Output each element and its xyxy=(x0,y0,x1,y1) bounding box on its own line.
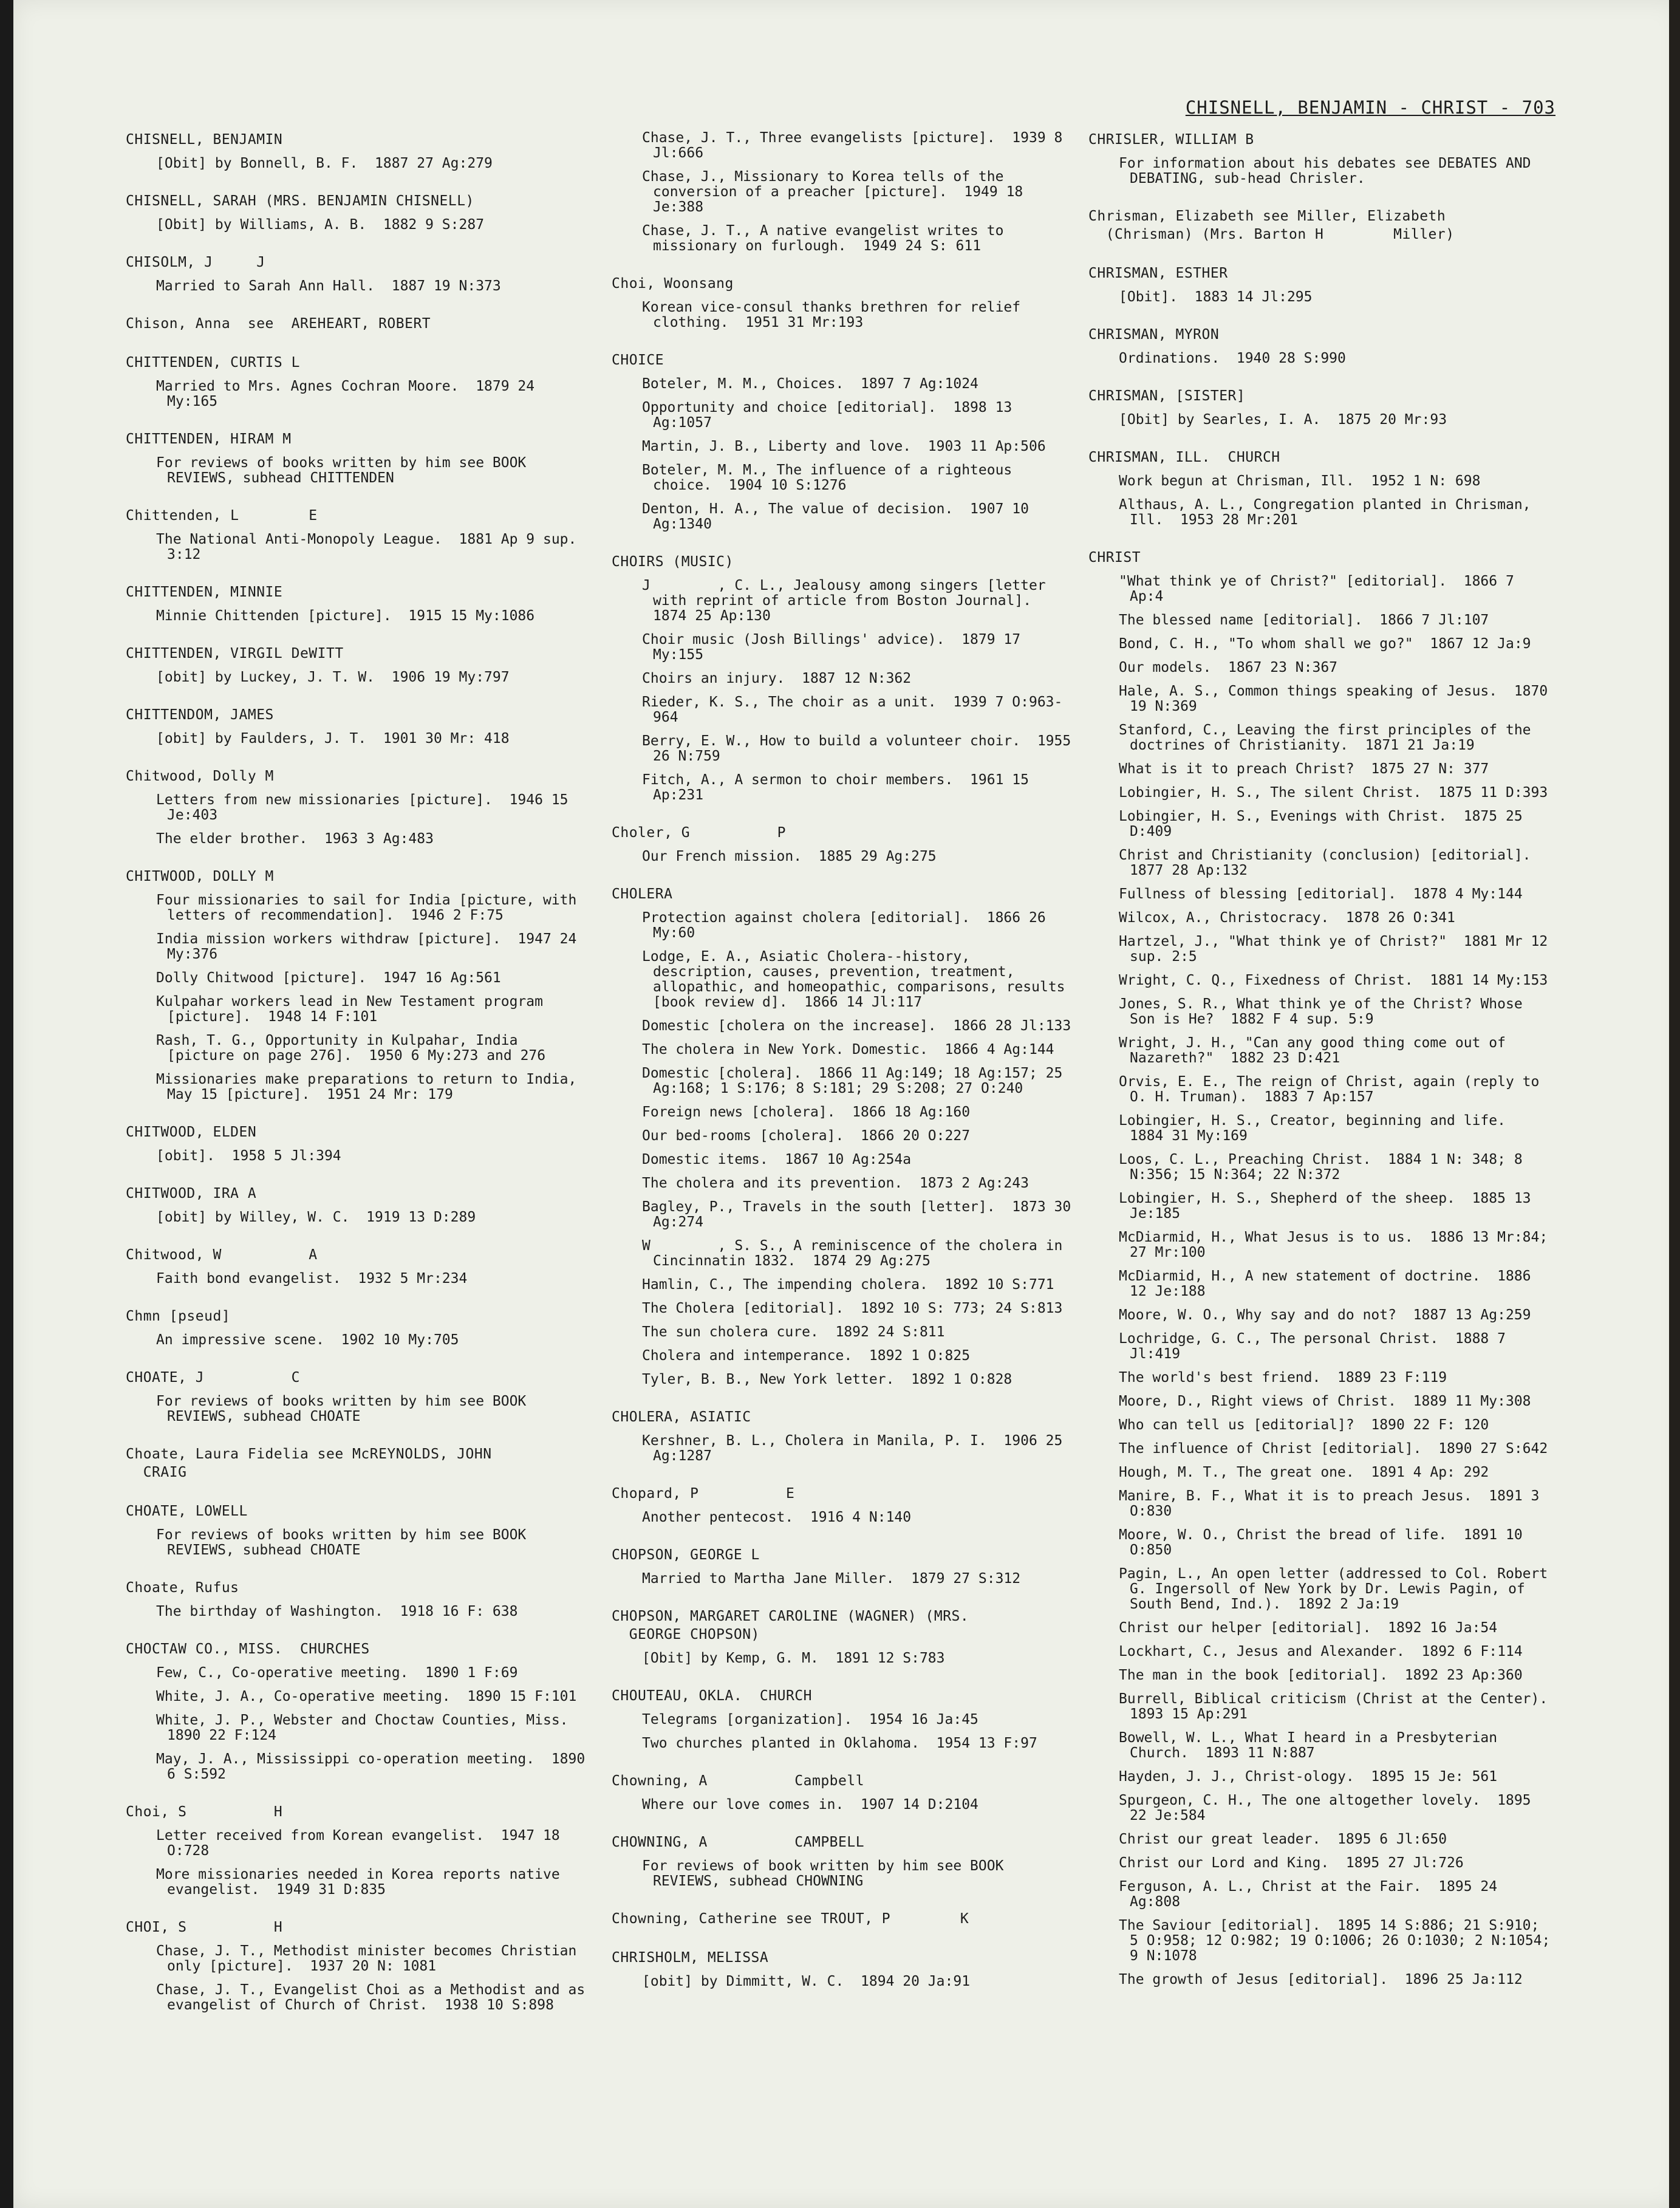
page-edge xyxy=(1669,0,1680,2208)
entry-heading: CHOPSON, MARGARET CAROLINE (WAGNER) (MRS. GEORGE CHOPSON) xyxy=(612,1608,969,1642)
index-entry xyxy=(126,192,587,233)
index-entry xyxy=(612,1772,1079,1813)
citation: [Obit] by Searles, I. A. 1875 20 Mr:93 xyxy=(1119,412,1447,428)
index-entry xyxy=(126,1369,587,1424)
index-entry xyxy=(126,867,587,1102)
citation: Lockhart, C., Jesus and Alexander. 1892 6 F:114 xyxy=(1119,1644,1523,1659)
citation: Who can tell us [editorial]? 1890 22 F: 120 xyxy=(1119,1417,1489,1433)
citation: Opportunity and choice [editorial]. 1898 13 Ag:1057 xyxy=(642,400,1021,431)
entry-heading: Chowning, A Campbell xyxy=(612,1773,865,1789)
entry-heading: CHRISMAN, ESTHER xyxy=(1088,265,1228,281)
index-entry xyxy=(1088,131,1556,186)
citation: More missionaries needed in Korea reports native evangelist. 1949 31 D:835 xyxy=(156,1867,569,1898)
citation: Pagin, L., An open letter (addressed to Col. Robert G. Ingersoll of New York by Dr. Lewis Pagin, of South Bend, Ind.). 1892 2 Ja:19 xyxy=(1119,1566,1557,1612)
citation: "What think ye of Christ?" [editorial]. 1866 7 Ap:4 xyxy=(1119,573,1523,604)
citation: Lobingier, H. S., Shepherd of the sheep. 1885 13 Je:185 xyxy=(1119,1191,1540,1222)
entry-heading: CHITTENDEN, HIRAM M xyxy=(126,431,292,447)
entry-heading: CHRISLER, WILLIAM B xyxy=(1088,132,1254,148)
index-entry xyxy=(612,1833,1079,1889)
citation: Chase, J., Missionary to Korea tells of the conversion of a preacher [picture]. 1949 18 Je:388 xyxy=(642,169,1032,215)
citation: Orvis, E. E., The reign of Christ, again (reply to O. H. Truman). 1883 7 Ap:157 xyxy=(1119,1074,1548,1105)
citation: Moore, W. O., Christ the bread of life. 1891 10 O:850 xyxy=(1119,1527,1531,1558)
entry-heading: CHITTENDEN, MINNIE xyxy=(126,584,283,600)
citation: Loos, C. L., Preaching Christ. 1884 1 N: 348; 8 N:356; 15 N:364; 22 N:372 xyxy=(1119,1152,1531,1183)
citation: Tyler, B. B., New York letter. 1892 1 O:828 xyxy=(642,1372,1012,1387)
entry-heading: CHOWNING, A CAMPBELL xyxy=(612,1834,865,1850)
entry-heading: Chittenden, L E xyxy=(126,508,318,524)
citation: Manire, B. F., What it is to preach Jesus. 1891 3 O:830 xyxy=(1119,1488,1548,1519)
citation: Kulpahar workers lead in New Testament program [picture]. 1948 14 F:101 xyxy=(156,994,551,1025)
citation: Hayden, J. J., Christ-ology. 1895 15 Je: 561 xyxy=(1119,1769,1498,1785)
citation: Domestic [cholera on the increase]. 1866 28 Jl:133 xyxy=(642,1018,1071,1034)
index-entry xyxy=(612,1485,1079,1525)
citation: Chase, J. T., Methodist minister becomes Christian only [picture]. 1937 20 N: 1081 xyxy=(156,1943,586,1974)
citation: For reviews of book written by him see BOOK REVIEWS, subhead CHOWNING xyxy=(642,1858,1012,1889)
citation: Denton, H. A., The value of decision. 1907 10 Ag:1340 xyxy=(642,501,1037,532)
citation: [Obit] by Kemp, G. M. 1891 12 S:783 xyxy=(642,1650,945,1666)
index-entry xyxy=(126,767,587,847)
index-entry xyxy=(126,1184,587,1225)
citation: Lochridge, G. C., The personal Christ. 1888 7 Jl:419 xyxy=(1119,1331,1514,1362)
citation: Christ our helper [editorial]. 1892 16 Ja:54 xyxy=(1119,1620,1498,1636)
index-entry xyxy=(1088,326,1556,366)
entry-heading: Chrisman, Elizabeth see Miller, Elizabeth (Chrisman) (Mrs. Barton H Miller) xyxy=(1088,208,1455,242)
index-entry xyxy=(126,583,587,624)
citation: Martin, J. B., Liberty and love. 1903 11 Ap:506 xyxy=(642,439,1046,454)
citation: [Obit] by Williams, A. B. 1882 9 S:287 xyxy=(156,217,485,233)
citation: Lodge, E. A., Asiatic Cholera--history, description, causes, prevention, treatment, allopathic, and homeopathic, comparisons, results [book review d]. 1866 14 Jl:117 xyxy=(642,949,1074,1010)
citation: Our models. 1867 23 N:367 xyxy=(1119,660,1338,675)
index-entry xyxy=(126,315,587,333)
entry-heading: CHOCTAW CO., MISS. CHURCHES xyxy=(126,1641,370,1657)
entry-heading: CHOPSON, GEORGE L xyxy=(612,1547,760,1563)
citation: Boteler, M. M., Choices. 1897 7 Ag:1024 xyxy=(642,376,978,392)
index-entry xyxy=(612,553,1079,803)
citation: McDiarmid, H., A new statement of doctrine. 1886 12 Je:188 xyxy=(1119,1268,1540,1299)
entry-heading: CHOATE, LOWELL xyxy=(126,1503,248,1519)
index-entry xyxy=(126,1307,587,1348)
index-entry xyxy=(612,824,1079,864)
citation: For reviews of books written by him see BOOK REVIEWS, subhead CHOATE xyxy=(156,1393,535,1424)
citation: [obit]. 1958 5 Jl:394 xyxy=(156,1148,341,1164)
citation: Choir music (Josh Billings' advice). 1879 17 My:155 xyxy=(642,632,1029,663)
citation: Choirs an injury. 1887 12 N:362 xyxy=(642,671,912,686)
citation: Telegrams [organization]. 1954 16 Ja:45 xyxy=(642,1712,978,1728)
citation: [obit] by Willey, W. C. 1919 13 D:289 xyxy=(156,1209,476,1225)
column-3 xyxy=(1088,131,1565,2008)
entry-heading: Chopard, P E xyxy=(612,1486,795,1502)
citation: Faith bond evangelist. 1932 5 Mr:234 xyxy=(156,1271,468,1287)
citation: [obit] by Faulders, J. T. 1901 30 Mr: 418 xyxy=(156,731,510,747)
entry-heading: Chitwood, Dolly M xyxy=(126,768,274,784)
index-entry xyxy=(126,507,587,562)
citation: Ordinations. 1940 28 S:990 xyxy=(1119,350,1346,366)
citation: The birthday of Washington. 1918 16 F: 638 xyxy=(156,1604,518,1619)
citation: Married to Martha Jane Miller. 1879 27 S:312 xyxy=(642,1571,1021,1587)
index-entry xyxy=(126,253,587,294)
citation: Rash, T. G., Opportunity in Kulpahar, India [picture on page 276]. 1950 6 My:273 and 276 xyxy=(156,1033,546,1064)
index-entry xyxy=(126,1445,587,1482)
citation: Married to Mrs. Agnes Cochran Moore. 1879 24 My:165 xyxy=(156,378,543,409)
entry-heading: CHRISMAN, [SISTER] xyxy=(1088,388,1246,404)
citation: India mission workers withdraw [picture]. 1947 24 My:376 xyxy=(156,931,586,962)
citation: The influence of Christ [editorial]. 1890 27 S:642 xyxy=(1119,1441,1548,1457)
citation: Althaus, A. L., Congregation planted in Chrisman, Ill. 1953 28 Mr:201 xyxy=(1119,497,1540,528)
citation: Dolly Chitwood [picture]. 1947 16 Ag:561 xyxy=(156,970,501,986)
citation: Wright, C. Q., Fixedness of Christ. 1881 14 My:153 xyxy=(1119,972,1548,988)
entry-heading: CHOIRS (MUSIC) xyxy=(612,554,734,570)
entry-heading: CHOLERA xyxy=(612,886,673,902)
citation: Christ and Christianity (conclusion) [editorial]. 1877 28 Ap:132 xyxy=(1119,847,1548,878)
citation: An impressive scene. 1902 10 My:705 xyxy=(156,1332,459,1348)
citation: Boteler, M. M., The influence of a righteous choice. 1904 10 S:1276 xyxy=(642,462,1021,493)
citation: Foreign news [cholera]. 1866 18 Ag:160 xyxy=(642,1104,971,1120)
entry-heading: Choate, Laura Fidelia see McREYNOLDS, JOHN CRAIG xyxy=(126,1446,492,1480)
citation: The elder brother. 1963 3 Ag:483 xyxy=(156,831,434,847)
index-entry xyxy=(126,1803,587,1898)
citation: Hamlin, C., The impending cholera. 1892 10 S:771 xyxy=(642,1277,1054,1293)
index-entry xyxy=(1088,387,1556,428)
index-entry xyxy=(612,131,1079,254)
index-entry xyxy=(1088,207,1556,244)
index-entry xyxy=(612,1910,1079,1928)
index-entry xyxy=(126,1918,594,2013)
citation: Jones, S. R., What think ye of the Christ? Whose Son is He? 1882 F 4 sup. 5:9 xyxy=(1119,996,1531,1027)
citation: Minnie Chittenden [picture]. 1915 15 My:1086 xyxy=(156,608,535,624)
running-head: CHISNELL, BENJAMIN - CHRIST - 703 xyxy=(1185,97,1555,118)
entry-heading: CHOI, S H xyxy=(126,1919,283,1935)
citation: For reviews of books written by him see BOOK REVIEWS, subhead CHOATE xyxy=(156,1527,535,1558)
citation: Domestic [cholera]. 1866 11 Ag:149; 18 Ag:157; 25 Ag:168; 1 S:176; 8 S:181; 29 S:208; 27 O:240 xyxy=(642,1065,1071,1096)
index-entry xyxy=(126,706,587,747)
index-entry xyxy=(1088,264,1556,305)
citation: Burrell, Biblical criticism (Christ at the Center). 1893 15 Ap:291 xyxy=(1119,1691,1565,1722)
citation: Bowell, W. L., What I heard in a Presbyterian Church. 1893 11 N:887 xyxy=(1119,1730,1506,1761)
index-entry xyxy=(126,1640,594,1782)
citation: Wright, J. H., "Can any good thing come out of Nazareth?" 1882 23 D:421 xyxy=(1119,1035,1514,1066)
citation: J , C. L., Jealousy among singers [letter with reprint of article from Boston Journal]. 1874 25 Ap:130 xyxy=(642,578,1054,624)
citation: What is it to preach Christ? 1875 27 N: 377 xyxy=(1119,761,1489,777)
entry-heading: Chitwood, W A xyxy=(126,1247,318,1263)
citation: Work begun at Chrisman, Ill. 1952 1 N: 698 xyxy=(1119,473,1481,489)
entry-heading: CHITWOOD, ELDEN xyxy=(126,1124,257,1140)
page xyxy=(13,0,1680,2208)
citation: Chase, J. T., Three evangelists [picture]. 1939 8 Jl:666 xyxy=(642,130,1071,161)
entry-heading: CHITTENDEN, VIRGIL DeWITT xyxy=(126,646,344,661)
citation: Rieder, K. S., The choir as a unit. 1939 7 O:963-964 xyxy=(642,694,1063,725)
citation: Moore, W. O., Why say and do not? 1887 13 Ag:259 xyxy=(1119,1307,1531,1323)
entry-heading: CHITTENDEN, CURTIS L xyxy=(126,355,300,371)
citation: Ferguson, A. L., Christ at the Fair. 1895 24 Ag:808 xyxy=(1119,1879,1506,1910)
citation: White, J. P., Webster and Choctaw Counties, Miss. 1890 22 F:124 xyxy=(156,1712,586,1743)
citation: The growth of Jesus [editorial]. 1896 25 Ja:112 xyxy=(1119,1972,1523,1988)
citation: [obit] by Dimmitt, W. C. 1894 20 Ja:91 xyxy=(642,1974,971,1989)
citation: Married to Sarah Ann Hall. 1887 19 N:373 xyxy=(156,278,501,294)
citation: May, J. A., Mississippi co-operation meeting. 1890 6 S:592 xyxy=(156,1751,594,1782)
index-entry xyxy=(612,275,1079,330)
citation: The cholera in New York. Domestic. 1866 4 Ag:144 xyxy=(642,1042,1054,1058)
index-entry xyxy=(612,1546,1079,1587)
citation: The world's best friend. 1889 23 F:119 xyxy=(1119,1370,1447,1386)
citation: W , S. S., A reminiscence of the cholera in Cincinnatin 1832. 1874 29 Ag:275 xyxy=(642,1238,1071,1269)
index-entry xyxy=(126,1246,587,1287)
citation: Moore, D., Right views of Christ. 1889 11 My:308 xyxy=(1119,1393,1531,1409)
column-2 xyxy=(612,131,1079,2010)
entry-heading: CHOATE, J C xyxy=(126,1370,300,1386)
citation: The man in the book [editorial]. 1892 23 Ap:360 xyxy=(1119,1667,1523,1683)
citation: Another pentecost. 1916 4 N:140 xyxy=(642,1509,912,1525)
citation: Hough, M. T., The great one. 1891 4 Ap: 292 xyxy=(1119,1465,1489,1480)
index-entry xyxy=(126,1123,587,1164)
entry-heading: Choler, G P xyxy=(612,825,786,841)
entry-heading: CHRISMAN, MYRON xyxy=(1088,327,1220,343)
citation: Christ our great leader. 1895 6 Jl:650 xyxy=(1119,1831,1447,1847)
citation: For reviews of books written by him see BOOK REVIEWS, subhead CHITTENDEN xyxy=(156,455,535,486)
citation: Bond, C. H., "To whom shall we go?" 1867 12 Ja:9 xyxy=(1119,636,1531,652)
citation: Chase, J. T., Evangelist Choi as a Methodist and as evangelist of Church of Christ. 1938 10 S:898 xyxy=(156,1982,594,2013)
entry-heading: CHOUTEAU, OKLA. CHURCH xyxy=(612,1688,812,1704)
citation: The blessed name [editorial]. 1866 7 Jl:107 xyxy=(1119,612,1489,628)
entry-heading: CHOLERA, ASIATIC xyxy=(612,1409,751,1425)
citation: Bagley, P., Travels in the south [letter]. 1873 30 Ag:274 xyxy=(642,1199,1080,1230)
citation: Stanford, C., Leaving the first principles of the doctrines of Christianity. 1871 21 Ja:19 xyxy=(1119,722,1540,753)
index-entry xyxy=(126,1502,587,1558)
entry-heading: CHISOLM, J J xyxy=(126,255,265,270)
index-entry xyxy=(612,351,1079,532)
citation: Where our love comes in. 1907 14 D:2104 xyxy=(642,1797,978,1813)
entry-heading: CHRISHOLM, MELISSA xyxy=(612,1950,769,1966)
entry-heading: CHITWOOD, DOLLY M xyxy=(126,869,274,884)
index-entry xyxy=(612,1408,1079,1464)
entry-heading: CHITWOOD, IRA A xyxy=(126,1186,257,1201)
citation: Two churches planted in Oklahoma. 1954 13 F:97 xyxy=(642,1735,1037,1751)
entry-heading: CHRIST xyxy=(1088,550,1141,566)
citation: McDiarmid, H., What Jesus is to us. 1886 13 Mr:84; 27 Mr:100 xyxy=(1119,1229,1557,1260)
citation: Few, C., Co-operative meeting. 1890 1 F:69 xyxy=(156,1665,518,1681)
citation: Our bed-rooms [cholera]. 1866 20 O:227 xyxy=(642,1128,971,1144)
index-entry xyxy=(126,430,587,486)
citation: Hale, A. S., Common things speaking of Jesus. 1870 19 N:369 xyxy=(1119,683,1557,714)
citation: [Obit]. 1883 14 Jl:295 xyxy=(1119,289,1313,305)
index-entry xyxy=(1088,448,1556,528)
citation: Letters from new missionaries [picture]. 1946 15 Je:403 xyxy=(156,792,577,823)
index-entry xyxy=(126,354,587,409)
citation: Protection against cholera [editorial]. 1866 26 My:60 xyxy=(642,910,1054,941)
index-entry xyxy=(126,644,587,685)
entry-heading: Choate, Rufus xyxy=(126,1580,239,1596)
citation: [Obit] by Bonnell, B. F. 1887 27 Ag:279 xyxy=(156,156,493,171)
entry-heading: CHOICE xyxy=(612,352,664,368)
citation: Domestic items. 1867 10 Ag:254a xyxy=(642,1152,912,1167)
citation: [obit] by Luckey, J. T. W. 1906 19 My:797 xyxy=(156,669,510,685)
citation: Lobingier, H. S., Evenings with Christ. 1875 25 D:409 xyxy=(1119,808,1531,839)
index-entry xyxy=(612,885,1079,1387)
citation: Chase, J. T., A native evangelist writes to missionary on furlough. 1949 24 S: 611 xyxy=(642,223,1012,254)
citation: The sun cholera cure. 1892 24 S:811 xyxy=(642,1324,945,1340)
index-entry xyxy=(126,131,587,171)
citation: Lobingier, H. S., The silent Christ. 1875 11 D:393 xyxy=(1119,785,1548,801)
citation: Cholera and intemperance. 1892 1 O:825 xyxy=(642,1348,971,1364)
entry-heading: CHISNELL, SARAH (MRS. BENJAMIN CHISNELL) xyxy=(126,193,474,209)
citation: Four missionaries to sail for India [picture, with letters of recommendation]. 1946 2 F:75 xyxy=(156,892,586,923)
citation: Lobingier, H. S., Creator, beginning and life. 1884 31 My:169 xyxy=(1119,1113,1523,1144)
citation: The National Anti-Monopoly League. 1881 Ap 9 sup. 3:12 xyxy=(156,531,586,562)
citation: Berry, E. W., How to build a volunteer choir. 1955 26 N:759 xyxy=(642,733,1080,764)
entry-heading: Chmn [pseud] xyxy=(126,1308,231,1324)
citation: Korean vice-consul thanks brethren for relief clothing. 1951 31 Mr:193 xyxy=(642,299,1029,330)
entry-heading: Chowning, Catherine see TROUT, P K xyxy=(612,1911,969,1927)
citation: Fullness of blessing [editorial]. 1878 4 My:144 xyxy=(1119,886,1523,902)
index-entry xyxy=(612,1949,1079,1989)
entry-heading: Choi, S H xyxy=(126,1804,283,1820)
citation: The Cholera [editorial]. 1892 10 S: 773; 24 S:813 xyxy=(642,1301,1063,1316)
entry-heading: Choi, Woonsang xyxy=(612,276,734,292)
citation: Kershner, B. L., Cholera in Manila, P. I. 1906 25 Ag:1287 xyxy=(642,1433,1071,1464)
citation: Christ our Lord and King. 1895 27 Jl:726 xyxy=(1119,1855,1464,1871)
citation: Wilcox, A., Christocracy. 1878 26 O:341 xyxy=(1119,910,1455,926)
entry-heading: CHRISMAN, ILL. CHURCH xyxy=(1088,449,1280,465)
index-entry xyxy=(612,1687,1079,1751)
column-1 xyxy=(126,131,594,2034)
entry-heading: CHITTENDOM, JAMES xyxy=(126,707,274,723)
citation: Fitch, A., A sermon to choir members. 1961 15 Ap:231 xyxy=(642,772,1037,803)
index-entry xyxy=(126,1579,587,1619)
index-entry xyxy=(612,1607,1079,1666)
citation: Missionaries make preparations to return to India, May 15 [picture]. 1951 24 Mr: 179 xyxy=(156,1072,586,1102)
citation: The Saviour [editorial]. 1895 14 S:886; 21 S:910; 5 O:958; 12 O:982; 19 O:1006; 26 O:1030; 2 N:1054; 9 N:1078 xyxy=(1119,1918,1559,1964)
citation: Spurgeon, C. H., The one altogether lovely. 1895 22 Je:584 xyxy=(1119,1793,1540,1823)
citation: Letter received from Korean evangelist. 1947 18 O:728 xyxy=(156,1828,569,1859)
citation: Hartzel, J., "What think ye of Christ?" 1881 Mr 12 sup. 2:5 xyxy=(1119,934,1557,965)
citation: For information about his debates see DEBATES AND DEBATING, sub-head Chrisler. xyxy=(1119,156,1540,186)
citation: White, J. A., Co-operative meeting. 1890 15 F:101 xyxy=(156,1689,577,1704)
entry-heading: Chison, Anna see AREHEART, ROBERT xyxy=(126,316,431,332)
citation: Our French mission. 1885 29 Ag:275 xyxy=(642,849,937,864)
index-entry xyxy=(1088,549,1565,1988)
citation: The cholera and its prevention. 1873 2 Ag:243 xyxy=(642,1175,1029,1191)
entry-heading: CHISNELL, BENJAMIN xyxy=(126,132,283,148)
